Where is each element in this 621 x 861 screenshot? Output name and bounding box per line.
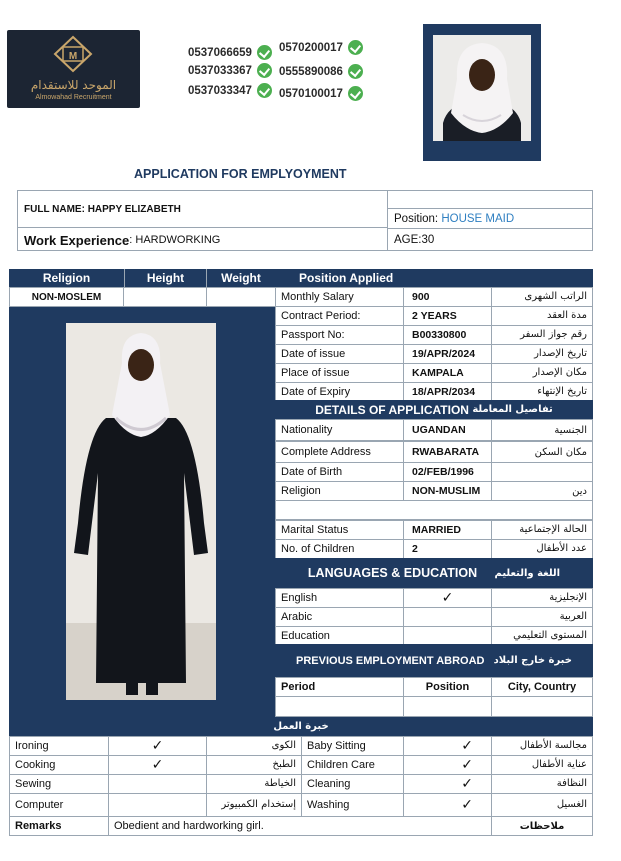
work-experience [19,229,225,251]
skill-check: ✓ [403,736,492,756]
skill-arabic: مجالسة الأطفال [491,736,593,756]
full-photo-frame [9,307,275,717]
skill-arabic: الطبخ [206,755,302,775]
details-row-label: Nationality [275,419,404,441]
skill-check [108,793,207,817]
language-row-arabic: المستوى التعليمي [491,626,593,646]
language-row-label: Arabic [275,607,404,627]
position-row-value: 19/APR/2024 [403,344,492,364]
position-row-arabic: تاريخ الإصدار [491,344,593,364]
headshot-photo [433,35,531,141]
position-row-label: Contract Period: [275,306,404,326]
skill-arabic: الكوى [206,736,302,756]
details-row-label: Date of Birth [275,462,404,482]
position-row-arabic: رقم جواز السفر [491,325,593,345]
page-title: APPLICATION FOR EMPLYOYMENT [134,167,347,181]
details-row-value: 02/FEB/1996 [403,462,492,482]
skill-label: Sewing [9,774,109,794]
skill-label: Computer [9,793,109,817]
prev-empty-cell [491,696,593,717]
position-row-label: Place of issue [275,363,404,383]
phone-number[interactable]: 0537066659 [188,45,272,60]
prev-position-header: Position [403,677,492,697]
skill-arabic: النظافة [491,774,593,794]
religion-header: Religion [9,269,124,287]
phone-number[interactable]: 0537033367 [188,63,272,78]
skill-label: Cleaning [301,774,404,794]
prev-empty-cell [275,696,404,717]
remarks-label: Remarks [9,816,109,836]
details-row-value: UGANDAN [403,419,492,441]
languages-header-en: LANGUAGES & EDUCATION [307,566,478,580]
details-row-arabic: دين [491,481,593,501]
skill-check: ✓ [403,774,492,794]
position-row-value: B00330800 [403,325,492,345]
skill-arabic: عناية الأطفال [491,755,593,775]
position-row-value: KAMPALA [403,363,492,383]
previous-employment-header-en: PREVIOUS EMPLOYMENT ABROAD [296,654,485,667]
languages-header [275,558,593,588]
skill-label: Baby Sitting [301,736,404,756]
marital-row-arabic: الحالة الإجتماعية [491,520,593,540]
marital-row-label: Marital Status [275,520,404,540]
whatsapp-icon [257,45,272,60]
remarks-value: Obedient and hardworking girl. [108,816,492,836]
work-exp-label: Work Experience [24,232,130,248]
religion-value: NON-MOSLEM [9,287,124,307]
position-field [389,209,519,228]
skill-arabic: الخياطة [206,774,302,794]
skill-arabic: إستخدام الكمبيوتر [206,793,302,817]
full-body-photo [66,323,216,700]
previous-employment-header [275,644,593,677]
prev-period-header: Period [275,677,404,697]
prev-city-header: City, Country [491,677,593,697]
full-name: FULL NAME: HAPPY ELIZABETH [24,203,181,215]
position-row-arabic: تاريخ الإنتهاء [491,382,593,402]
skill-label: Cooking [9,755,109,775]
position-row-value: 18/APR/2034 [403,382,492,402]
whatsapp-icon [348,40,363,55]
details-row-label: Complete Address [275,441,404,463]
language-check [403,607,492,627]
details-header [275,400,593,419]
prev-empty-cell [403,696,492,717]
skills-header: خبرة العمل [9,717,593,736]
details-row-label: Religion [275,481,404,501]
skill-label: Washing [301,793,404,817]
details-row-arabic: مكان السكن [491,441,593,463]
details-row-arabic: الجنسية [491,419,593,441]
marital-row-value: MARRIED [403,520,492,540]
languages-header-ar: اللغة والتعليم [494,567,561,579]
position-row-arabic: مدة العقد [491,306,593,326]
skill-check [108,774,207,794]
company-logo [7,30,140,108]
logo-latin-text: Almowahad Recruitment [35,94,112,101]
position-row-label: Passport No: [275,325,404,345]
skill-arabic: الغسيل [491,793,593,817]
work-exp-value: : HARDWORKING [129,234,221,246]
language-row-arabic: الإنجليزية [491,588,593,608]
whatsapp-icon [257,83,272,98]
position-row-arabic: الراتب الشهرى [491,287,593,307]
language-check: ✓ [403,588,492,608]
language-row-arabic: العربية [491,607,593,627]
phone-number[interactable]: 0570200017 [279,40,363,55]
marital-row-value: 2 [403,539,492,559]
height-value [123,287,207,307]
language-check [403,626,492,646]
remarks-arabic: ملاحظات [491,816,593,836]
logo-arabic-text: الموحد للاستقدام [30,78,117,92]
skill-label: Ironing [9,736,109,756]
previous-employment-header-ar: خبرة خارج البلاد [493,655,572,666]
phone-number[interactable]: 0555890086 [279,64,363,79]
phone-number[interactable]: 0537033347 [188,83,272,98]
skill-check: ✓ [403,793,492,817]
whatsapp-icon [257,63,272,78]
weight-header: Weight [206,269,275,287]
marital-row-label: No. of Children [275,539,404,559]
position-applied-header: Position Applied [275,269,593,287]
logo-emblem-icon [53,35,93,73]
position-label: Position: [394,212,439,225]
language-row-label: English [275,588,404,608]
blank-row [275,500,593,520]
age-field: AGE:30 [394,233,435,246]
skill-check: ✓ [403,755,492,775]
weight-value [206,287,276,307]
details-header-ar: تفاصيل المعاملة [472,404,553,415]
details-row-arabic [491,462,593,482]
position-box-top [387,190,593,209]
marital-row-arabic: عدد الأطفال [491,539,593,559]
skill-label: Children Care [301,755,404,775]
position-row-arabic: مكان الإصدار [491,363,593,383]
svg-text:M: M [68,51,78,62]
position-value: HOUSE MAID [441,212,515,225]
headshot-frame [423,24,541,161]
position-row-value: 900 [403,287,492,307]
position-row-label: Monthly Salary [275,287,404,307]
phone-number[interactable]: 0570100017 [279,86,363,101]
details-header-en: DETAILS OF APPLICATION [315,402,469,417]
skill-check: ✓ [108,755,207,775]
skill-check: ✓ [108,736,207,756]
whatsapp-icon [348,64,363,79]
language-row-label: Education [275,626,404,646]
position-row-label: Date of Expiry [275,382,404,402]
whatsapp-icon [348,86,363,101]
height-header: Height [124,269,206,287]
details-row-value: RWABARATA [403,441,492,463]
position-row-label: Date of issue [275,344,404,364]
position-row-value: 2 YEARS [403,306,492,326]
details-row-value: NON-MUSLIM [403,481,492,501]
